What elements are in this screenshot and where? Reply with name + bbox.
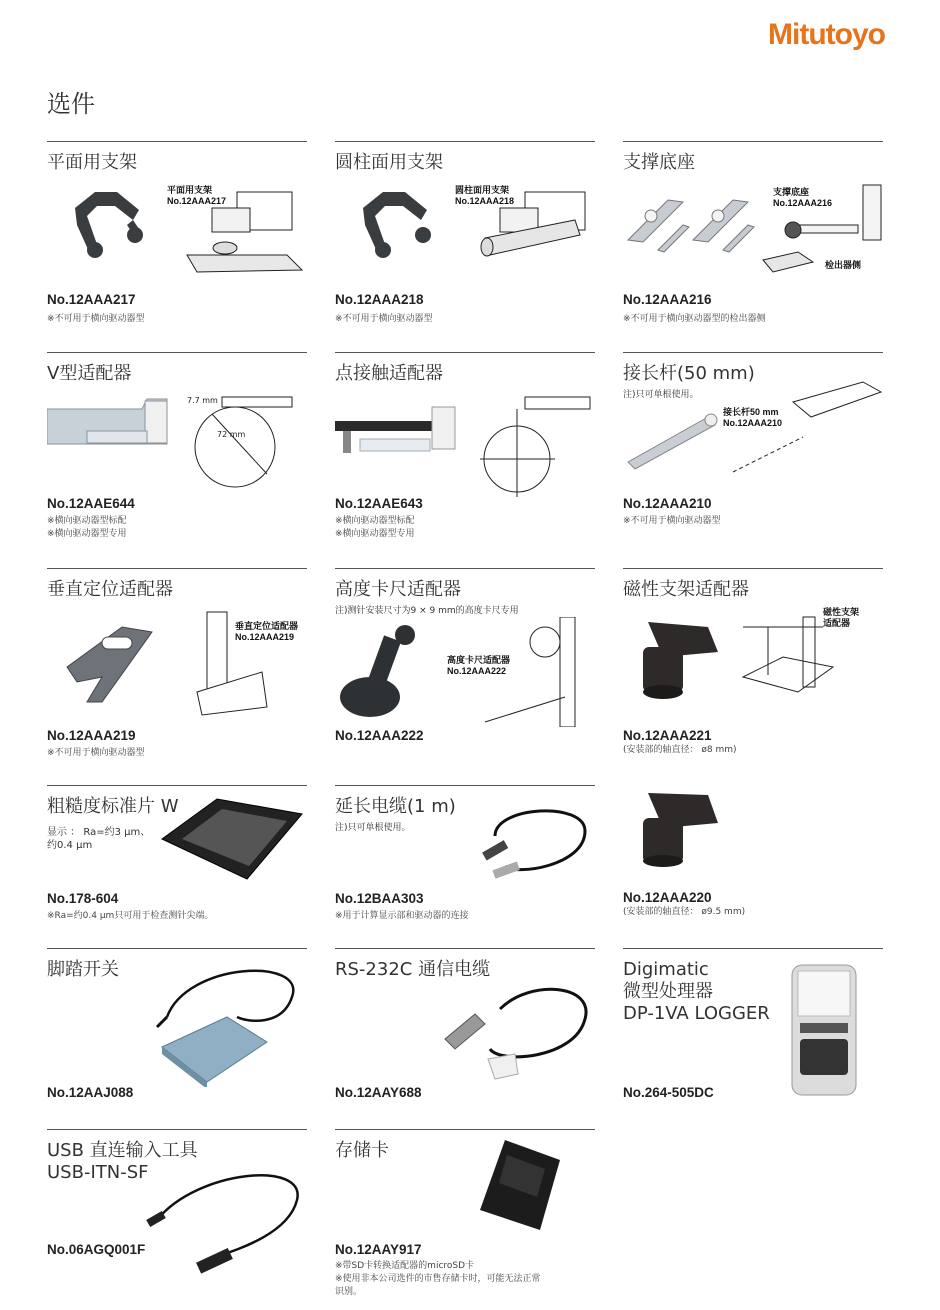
dim-72: 72 mm [217, 430, 246, 439]
part-number: No.12AAA221 [623, 728, 712, 743]
cylinder-holder-illustration [335, 180, 595, 280]
option-extension-rod [623, 352, 883, 553]
part-note: ※Ra=约0.4 μm只可用于检查测针尖端。 [47, 911, 214, 921]
option-magnetic-adapter [623, 568, 883, 769]
part-note: ※不可用于横向驱动器型的检出器侧 [623, 314, 766, 324]
part-number: No.178-604 [47, 891, 119, 906]
part-number: No.12AAA216 [623, 292, 712, 307]
extension-rod-illustration [623, 377, 883, 487]
option-usb-itn [47, 1129, 307, 1305]
part-number: No.12AAA220 [623, 890, 712, 905]
part-note: ※带SD卡转换适配器的microSD卡 ※使用非本公司选件的市售存储卡时，可能无法正常 识别。 [335, 1261, 541, 1297]
option-rs232c-cable [335, 948, 595, 1114]
part-number: No.12BAA303 [335, 891, 424, 906]
part-note: ※不可用于横向驱动器型 [623, 516, 721, 526]
option-cylinder-holder [335, 141, 595, 337]
option-title: 接长杆(50 mm) [623, 363, 755, 384]
rs232c-cable-illustration [440, 979, 595, 1089]
callout-line1: 支撑底座 [773, 187, 810, 197]
memory-card-illustration [475, 1135, 565, 1235]
part-number: No.12AAE644 [47, 496, 135, 511]
option-roughness-specimen [47, 785, 307, 931]
option-support-base [623, 141, 883, 337]
part-note: ※用于计算显示部和驱动器的连接 [335, 911, 469, 921]
part-number: No.12AAJ088 [47, 1085, 134, 1100]
option-title: RS-232C 通信电缆 [335, 959, 491, 980]
option-title: 平面用支架 [47, 152, 137, 173]
option-title: 点接触适配器 [335, 363, 443, 384]
option-subtitle: 注)只可单根使用。 [623, 390, 699, 400]
callout-line2: No.12AAA217 [167, 196, 227, 206]
contact-drawing [480, 397, 590, 497]
part-number: No.264-505DC [623, 1085, 714, 1100]
part-number: No.12AAY688 [335, 1085, 422, 1100]
part-number: No.12AAA210 [623, 496, 712, 511]
option-title: USB 直连输入工具 USB-ITN-SF [47, 1140, 198, 1183]
part-note: ※不可用于横向驱动器型 [47, 748, 145, 758]
option-height-gauge-adapter [335, 568, 595, 769]
option-foot-switch [47, 948, 307, 1114]
option-point-adapter [335, 352, 595, 553]
part-number: No.12AAY917 [335, 1242, 422, 1257]
roughness-specimen-illustration [157, 794, 307, 884]
option-extension-cable [335, 785, 595, 931]
part-note: ※不可用于横向驱动器型 [47, 314, 145, 324]
option-title: V型适配器 [47, 363, 132, 384]
callout-line2: No.12AAA216 [773, 198, 833, 208]
part-number: No.12AAA222 [335, 728, 424, 743]
option-title: 粗糙度标准片 W [47, 796, 179, 817]
part-number: No.06AGQ001F [47, 1242, 146, 1257]
v-adapter-illustration [47, 389, 307, 499]
holder-part-drawing [75, 192, 143, 258]
option-flat-holder [47, 141, 307, 337]
part-note: ※横向驱动器型标配 ※横向驱动器型专用 [335, 516, 415, 539]
dimension-drawing [195, 397, 292, 487]
holder-part-drawing [363, 192, 431, 258]
option-magnetic-adapter-2 [623, 785, 883, 930]
processor-illustration [788, 961, 868, 1099]
flat-holder-illustration [47, 180, 307, 280]
option-vertical-adapter [47, 568, 307, 769]
magnetic-adapter-2-illustration [638, 783, 738, 868]
magnetic-callout: 磁性支架 适配器 [823, 607, 860, 628]
adapter-photo [335, 407, 455, 453]
rod-photo [628, 414, 717, 469]
stand-drawing [743, 617, 833, 692]
dim-7-7: 7.7 mm [187, 396, 218, 405]
foot-switch-illustration [147, 957, 307, 1087]
option-title: 垂直定位适配器 [47, 579, 173, 600]
part-note: (安装部的轴直径： ø9.5 mm) [623, 907, 746, 917]
usb-cable-illustration [137, 1160, 307, 1290]
part-note: ※不可用于横向驱动器型 [335, 314, 433, 324]
option-subtitle: 注)测针安装尺寸为9 × 9 mm的高度卡尺专用 [335, 606, 519, 616]
option-title: 支撑底座 [623, 152, 695, 173]
callout-line1: 平面用支架 [167, 185, 213, 195]
part-number: No.12AAA219 [47, 728, 136, 743]
option-title: 脚踏开关 [47, 959, 119, 980]
adapter-photo [643, 622, 718, 699]
part-note: ※横向驱动器型标配 ※横向驱动器型专用 [47, 516, 127, 539]
part-note: (安装部的轴直径： ø8 mm) [623, 745, 737, 755]
option-memory-card [335, 1129, 595, 1305]
extension-rod-callout: 接长杆50 mm No.12AAA210 [723, 407, 783, 428]
option-subtitle: 注)只可单根使用。 [335, 823, 411, 833]
option-subtitle: 显示 ： Ra=约3 μm、 约0.4 μm [47, 827, 151, 851]
callout-line2: No.12AAA218 [455, 196, 515, 206]
part-number: No.12AAA217 [47, 292, 136, 307]
option-title: 延长电缆(1 m) [335, 796, 456, 817]
extension-cable-illustration [475, 796, 595, 881]
option-title: 圆柱面用支架 [335, 152, 443, 173]
part-number: No.12AAA218 [335, 292, 424, 307]
option-title: 存储卡 [335, 1140, 389, 1161]
page-title: 选件 [47, 90, 95, 118]
support-base-illustration [623, 180, 883, 290]
vertical-adapter-callout: 垂直定位适配器 No.12AAA219 [235, 621, 299, 642]
part-number: No.12AAE643 [335, 496, 423, 511]
callout-side: 检出器侧 [825, 260, 862, 270]
option-digimatic-processor [623, 948, 883, 1114]
height-gauge-callout: 高度卡尺适配器 No.12AAA222 [447, 655, 511, 676]
option-title: 高度卡尺适配器 [335, 579, 461, 600]
point-adapter-illustration [335, 389, 595, 499]
adapter-photo [340, 625, 415, 717]
base-part-drawing [628, 200, 754, 252]
plate-photo [67, 627, 152, 702]
callout-line1: 圆柱面用支架 [455, 185, 510, 195]
option-title: Digimatic 微型处理器 DP-1VA LOGGER [623, 959, 770, 1024]
option-v-adapter [47, 352, 307, 553]
option-title: 磁性支架适配器 [623, 579, 749, 600]
adapter-photo [47, 399, 167, 444]
brand-logo: Mitutoyo [768, 18, 885, 51]
